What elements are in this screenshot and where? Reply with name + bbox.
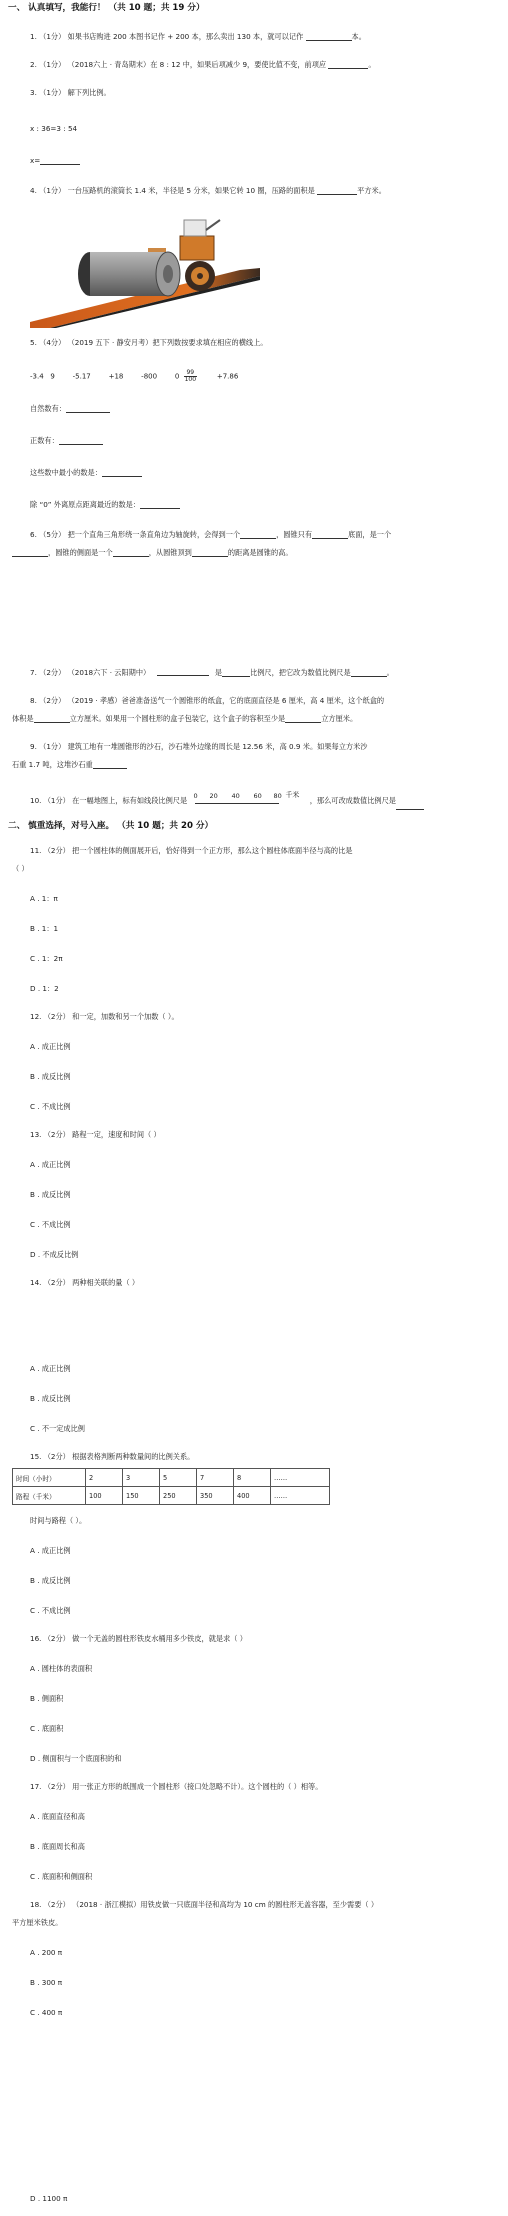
- question-1: 1. （1分） 如果书店购进 200 本图书记作 + 200 本，那么卖出 130 本，就可以记作 本。: [30, 32, 366, 41]
- question-15: 15. （2分） 根据表格判断两种数量间的比例关系。: [30, 1452, 195, 1461]
- answer-blank[interactable]: [59, 436, 103, 445]
- question-10: 10. （1分） 在一幅地图上，标有如线段比例尺是 0 20 40 60 80 千米 ，那么可改成数值比例尺是: [30, 792, 424, 814]
- table-row: 时间（小时） 2 3 5 7 8 ……: [13, 1469, 330, 1487]
- question-18-line1: 18. （2分） （2018 · 浙江模拟）用铁皮做一只底面半径和高均为 10 cm 的圆柱形无盖容器，至少需要（ ）: [30, 1900, 379, 1909]
- question-3: 3. （1分） 解下列比例。: [30, 88, 111, 97]
- answer-blank[interactable]: [140, 500, 180, 509]
- question-6-line2: ，圆锥的侧面是一个 ，从圆锥顶到 的距离是圆锥的高。: [12, 548, 293, 557]
- section2-title: 二、 慎重选择，对号入座。 （共 10 题；共 20 分）: [8, 821, 214, 831]
- answer-blank[interactable]: [192, 548, 228, 557]
- equation: x : 36=3 : 54: [30, 124, 78, 133]
- answer-blank[interactable]: [240, 530, 276, 539]
- scale-bar: 0 20 40 60 80 千米: [189, 792, 307, 810]
- table-row: 路程（千米） 100 150 250 350 400 ……: [13, 1487, 330, 1505]
- option-c[interactable]: C . 不一定成比例: [30, 1424, 85, 1433]
- smallest-number: 这些数中最小的数是：: [30, 468, 142, 477]
- question-13: 13. （2分） 路程一定，速度和时间（ ）: [30, 1130, 161, 1139]
- answer-blank[interactable]: [312, 530, 348, 539]
- option-a[interactable]: A . 成正比例: [30, 1546, 71, 1555]
- option-c[interactable]: C . 不成比例: [30, 1220, 71, 1229]
- answer-blank[interactable]: [317, 186, 357, 195]
- answer-blank[interactable]: [222, 668, 250, 677]
- question-2: 2. （1分） （2018六上 · 青岛期末）在 8 : 12 中，如果后项减少 9，要使比值不变，前项应 。: [30, 60, 376, 69]
- option-a[interactable]: A . 200 π: [30, 1948, 63, 1957]
- natural-numbers: 自然数有：: [30, 404, 110, 413]
- answer-blank[interactable]: [66, 404, 110, 413]
- question-7: 7. （2分） （2018六下 · 云阳期中） 是 比例尺，把它改为数值比例尺是 。: [30, 668, 394, 677]
- option-a[interactable]: A . 1：π: [30, 894, 58, 903]
- option-a[interactable]: A . 成正比例: [30, 1042, 71, 1051]
- option-d[interactable]: D . 1100 π: [30, 2194, 68, 2203]
- answer-blank[interactable]: [285, 714, 321, 723]
- question-11-line1: 11. （2分） 把一个圆柱体的侧面展开后，恰好得到一个正方形，那么这个圆柱体底面半径与高的比是: [30, 846, 353, 855]
- answer-blank[interactable]: [34, 714, 70, 723]
- option-a[interactable]: A . 底面直径和高: [30, 1812, 85, 1821]
- option-a[interactable]: A . 圆柱体的表面积: [30, 1664, 93, 1673]
- line-scale-icon: [157, 671, 209, 676]
- option-c[interactable]: C . 不成比例: [30, 1102, 71, 1111]
- option-d[interactable]: D . 不成反比例: [30, 1250, 79, 1259]
- answer-blank[interactable]: [12, 548, 48, 557]
- question-5: 5. （4分） （2019 五下 · 静安月考）把下列数按要求填在相应的横线上。: [30, 338, 268, 347]
- question-8-line1: 8. （2分） （2019 · 孝感）爸爸准备送气一个圆锥形的纸盒，它的底面直径是 6 厘米，高 4 厘米，这个纸盒的: [30, 696, 385, 705]
- question-14: 14. （2分） 两种相关联的量（ ）: [30, 1278, 140, 1287]
- answer-blank[interactable]: [40, 156, 80, 165]
- option-b[interactable]: B . 1：1: [30, 924, 59, 933]
- option-b[interactable]: B . 成反比例: [30, 1576, 71, 1585]
- question-6-line1: 6. （5分） 把一个直角三角形绕一条直角边为轴旋转，会得到一个 ，圆锥只有 底面，是一个: [30, 530, 392, 539]
- question-16: 16. （2分） 做一个无盖的圆柱形铁皮水桶用多少铁皮，就是求（ ）: [30, 1634, 247, 1643]
- answer-blank[interactable]: [113, 548, 149, 557]
- answer-blank[interactable]: [328, 60, 368, 69]
- option-c[interactable]: C . 不成比例: [30, 1606, 71, 1615]
- road-roller-illustration: [30, 210, 260, 328]
- answer-blank[interactable]: [93, 760, 127, 769]
- positive-numbers: 正数有：: [30, 436, 103, 445]
- option-a[interactable]: A . 成正比例: [30, 1364, 71, 1373]
- option-c[interactable]: C . 底面积: [30, 1724, 64, 1733]
- question-17: 17. （2分） 用一张正方形的纸围成一个圆柱形（接口处忽略不计）。这个圆柱的（ ）相等。: [30, 1782, 323, 1791]
- question-11-line2: （ ）: [12, 864, 29, 873]
- option-c[interactable]: C . 400 π: [30, 2008, 63, 2017]
- data-table: [12, 1468, 330, 1505]
- question-18-line2: 平方厘米铁皮。: [12, 1918, 63, 1927]
- answer-blank[interactable]: [102, 468, 142, 477]
- question-4: 4. （1分） 一台压路机的滚筒长 1.4 米，半径是 5 分米，如果它转 10 圈，压路的面积是 平方米。: [30, 186, 386, 195]
- option-b[interactable]: B . 成反比例: [30, 1190, 71, 1199]
- equation-answer: x=: [30, 156, 80, 165]
- option-b[interactable]: B . 侧面积: [30, 1694, 64, 1703]
- option-b[interactable]: B . 成反比例: [30, 1072, 71, 1081]
- option-b[interactable]: B . 300 π: [30, 1978, 63, 1987]
- number-list: -3.4 9 -5.17 +18 -800 0 $\frac{99}{100}$ +7.86: [30, 369, 239, 383]
- road-roller-image: [30, 210, 260, 328]
- option-d[interactable]: D . 1：2: [30, 984, 59, 993]
- question-12: 12. （2分） 和一定，加数和另一个加数（ ）。: [30, 1012, 179, 1021]
- option-c[interactable]: C . 1：2π: [30, 954, 63, 963]
- scale-line: [195, 803, 279, 804]
- option-a[interactable]: A . 成正比例: [30, 1160, 71, 1169]
- option-b[interactable]: B . 成反比例: [30, 1394, 71, 1403]
- answer-blank[interactable]: [306, 32, 352, 41]
- fraction: $\frac{99}{100}$: [184, 369, 197, 383]
- answer-blank[interactable]: [351, 668, 387, 677]
- question-9-line2: 石重 1.7 吨，这堆沙石重: [12, 760, 127, 769]
- question-15-prompt: 时间与路程（ ）。: [30, 1516, 87, 1525]
- question-9-line1: 9. （1分） 建筑工地有一堆圆锥形的沙石，沙石堆外边缘的周长是 12.56 米，高 0.9 米。如果每立方米沙: [30, 742, 368, 751]
- option-b[interactable]: B . 底面周长和高: [30, 1842, 85, 1851]
- closest-number: 除 “0” 外离原点距离最近的数是：: [30, 500, 180, 509]
- option-c[interactable]: C . 底面积和侧面积: [30, 1872, 93, 1881]
- answer-blank[interactable]: [396, 801, 424, 810]
- question-8-line2: 体积是 立方厘米。如果用一个圆柱形的盒子包装它，这个盒子的容积至少是 立方厘米。: [12, 714, 358, 723]
- section1-title: 一、 认真填写，我能行！ （共 10 题；共 19 分）: [8, 3, 205, 13]
- option-d[interactable]: D . 侧面积与一个底面积的和: [30, 1754, 122, 1763]
